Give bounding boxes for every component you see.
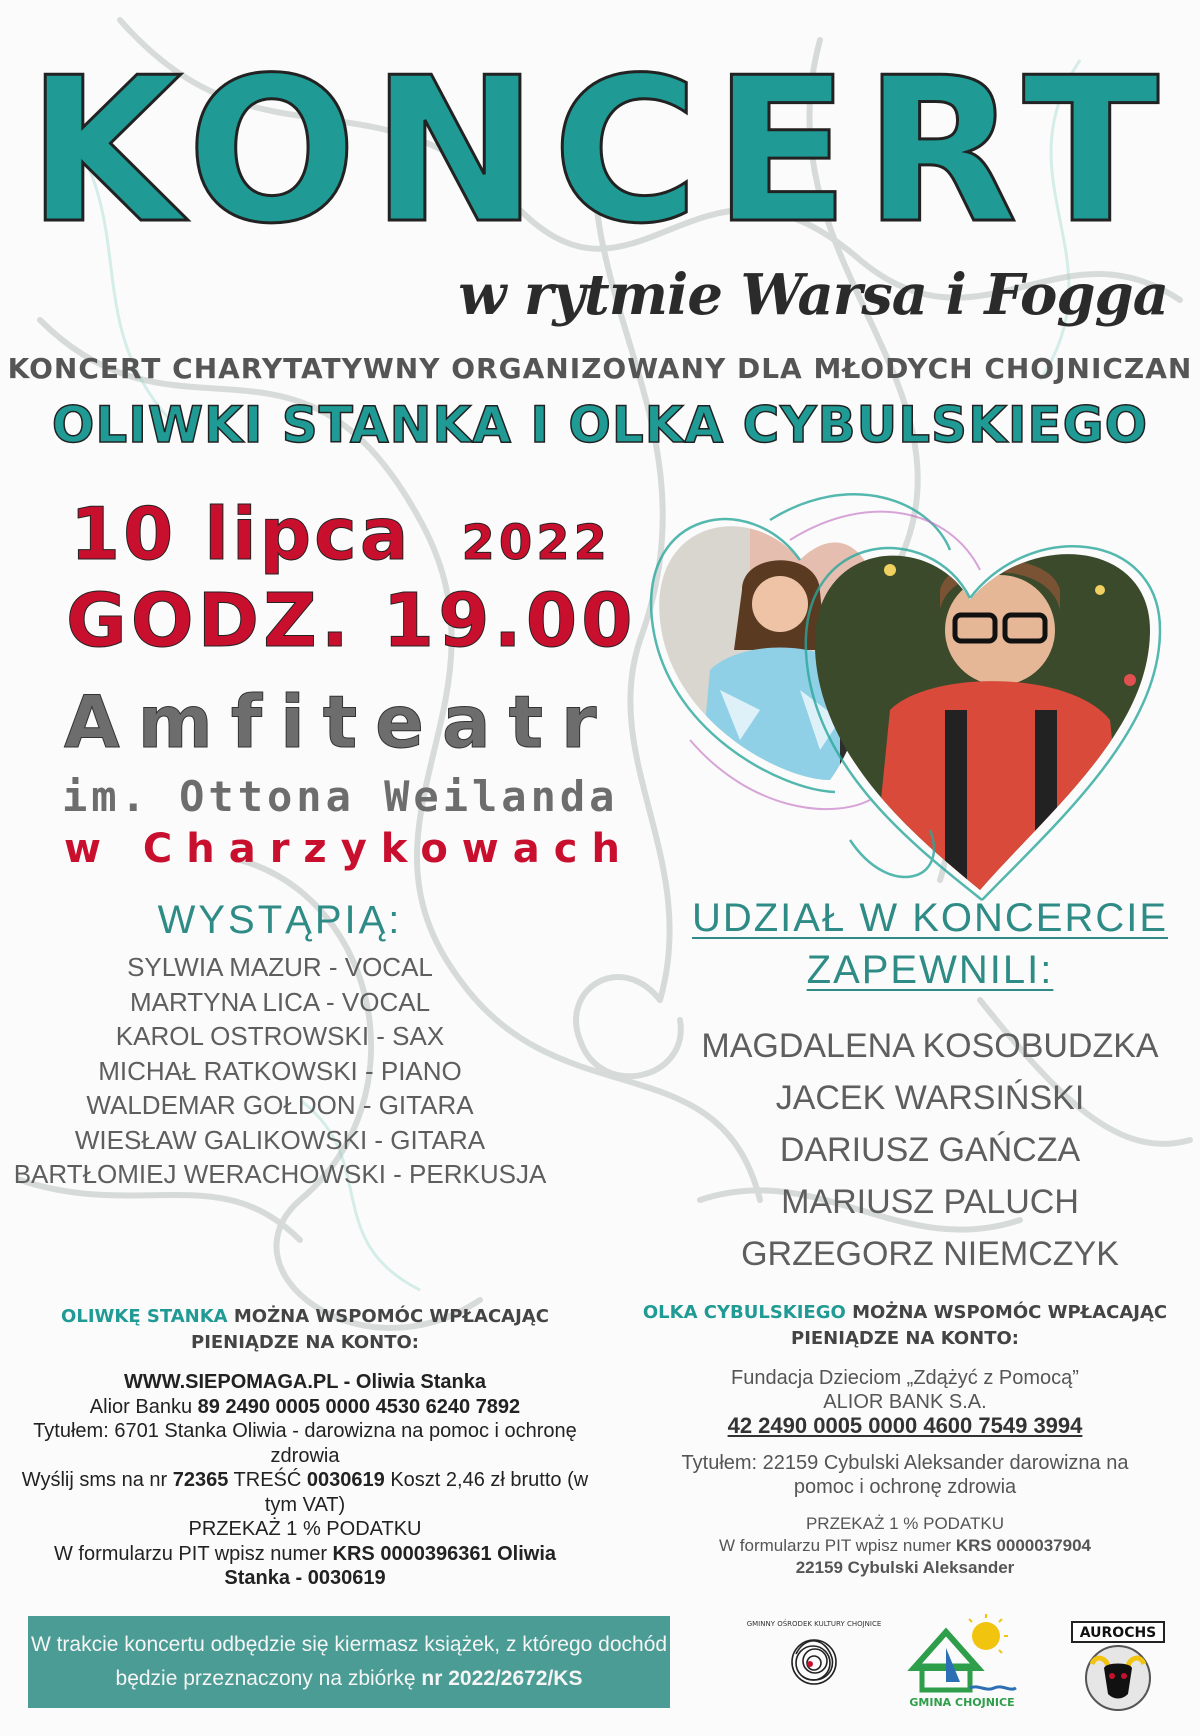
gok-chojnice-logo [746, 1614, 882, 1710]
event-hour: GODZ. 19.00 [66, 578, 637, 664]
aleksander-tax: PRZEKAŻ 1 % PODATKU [805, 1514, 1005, 1533]
performer-item: MICHAŁ RATKOWSKI - PIANO [98, 1055, 462, 1086]
participant-item: MARIUSZ PALUCH [781, 1183, 1079, 1221]
performer-item: KAROL OSTROWSKI - SAX [115, 1021, 445, 1051]
charity-line: KONCERT CHARYTATYWNY ORGANIZOWANY DLA MŁODYCH CHOJNICZAN [7, 352, 1193, 385]
participants-list [670, 1020, 1190, 1280]
participants-heading-line2: ZAPEWNILI: [806, 948, 1054, 992]
aleksander-title: Tytułem: 22159 Cybulski Aleksander darowizna na pomoc i ochronę zdrowia [681, 1452, 1129, 1498]
poster-subtitle: w rytmie Warsa i Fogga [458, 262, 1168, 328]
performer-item: WALDEMAR GOŁDON - GITARA [86, 1090, 474, 1120]
venue-patron: im. Ottona Weilanda [62, 772, 619, 821]
date-year: 2022 [461, 515, 612, 571]
aleksander-foundation: Fundacja Dzieciom „Zdążyć z Pomocą” [731, 1367, 1079, 1389]
participant-item: DARIUSZ GAŃCZA [779, 1131, 1081, 1169]
participants-heading [670, 892, 1190, 996]
oliwia-pit: W formularzu PIT wpisz numer [53, 1542, 327, 1565]
performer-item: BARTŁOMIEJ WERACHOWSKI - PERKUSJA [13, 1159, 547, 1189]
performers-list [0, 950, 560, 1192]
oliwia-lead: MOŻNA WSPOMÓC WPŁACAJĄC [233, 1306, 549, 1327]
aurochs-logo [1066, 1618, 1170, 1716]
aurochs-logo-text: AUROCHS [1079, 1625, 1157, 1641]
aleksander-krs-name: 22159 Cybulski Aleksander [795, 1558, 1015, 1577]
oliwia-sms-mid: TREŚĆ [233, 1469, 302, 1491]
banner-text: W trakcie koncertu odbędzie się kiermasz książek, z którego dochód będzie przeznaczony na zbiórkę [30, 1633, 668, 1690]
participant-item: MAGDALENA KOSOBUDZKA [701, 1027, 1159, 1065]
gmina-logo-text: GMINA CHOJNICE [909, 1696, 1015, 1709]
event-date [70, 492, 611, 576]
participant-item: GRZEGORZ NIEMCZYK [741, 1235, 1119, 1273]
oliwia-sms-cost: Koszt 2,46 zł brutto (w tym VAT) [264, 1469, 589, 1516]
performer-item: WIESŁAW GALIKOWSKI - GITARA [74, 1124, 486, 1155]
performer-item: SYLWIA MAZUR - VOCAL [127, 952, 433, 982]
participant-item: JACEK WARSIŃSKI [775, 1079, 1085, 1117]
aleksander-name: OLKA CYBULSKIEGO [642, 1302, 846, 1323]
oliwia-krs: KRS 0000396361 Oliwia Stanka - 0030619 [224, 1542, 557, 1589]
venue-place: w Charzykowach [64, 826, 634, 872]
aleksander-lead2: PIENIĄDZE NA KONTO: [791, 1328, 1019, 1349]
beneficiaries-names: OLIWKI STANKA I OLKA CYBULSKIEGO [51, 396, 1149, 454]
aleksander-bank: ALIOR BANK S.A. [823, 1391, 987, 1413]
performers-heading: WYSTĄPIĄ: [157, 898, 403, 942]
book-fair-banner [28, 1616, 670, 1708]
oliwia-site: WWW.SIEPOMAGA.PL - Oliwia Stanka [124, 1371, 486, 1393]
aleksander-pit: W formularzu PIT wpisz numer [719, 1536, 952, 1555]
oliwia-sms-code: 0030619 [306, 1469, 385, 1491]
oliwia-tax: PRZEKAŻ 1 % PODATKU [188, 1518, 422, 1540]
aleksander-krs: KRS 0000037904 [955, 1536, 1091, 1555]
oliwia-account: 89 2490 0005 0000 4530 6240 7892 [197, 1395, 521, 1418]
oliwia-sms-prefix: Wyślij sms na nr [21, 1469, 168, 1491]
oliwia-donation-info [20, 1304, 590, 1591]
gmina-chojnice-logo [906, 1608, 1018, 1712]
oliwia-sms-number: 72365 [172, 1469, 229, 1491]
poster-title: KONCERT [26, 35, 1174, 268]
aleksander-lead: MOŻNA WSPOMÓC WPŁACAJĄC [852, 1302, 1168, 1323]
date-day: 10 lipca [70, 492, 412, 576]
oliwia-lead2: PIENIĄDZE NA KONTO: [191, 1332, 419, 1353]
venue-name: Amfiteatr [64, 680, 615, 764]
oliwia-title: Tytułem: 6701 Stanka Oliwia - darowizna na pomoc i ochronę zdrowia [33, 1420, 577, 1467]
gok-logo-text: GMINNY OŚRODEK KULTURY CHOJNICE [746, 1620, 882, 1628]
participants-heading-line1: UDZIAŁ W KONCERCIE [691, 896, 1169, 940]
children-photo-heart [630, 480, 1170, 900]
performer-item: MARTYNA LICA - VOCAL [129, 986, 431, 1017]
aleksander-account: 42 2490 0005 0000 4600 7549 3994 [727, 1413, 1083, 1438]
oliwia-name: OLIWKĘ STANKA [61, 1306, 228, 1327]
oliwia-bank: Alior Banku [89, 1395, 193, 1418]
aleksander-donation-info [630, 1300, 1180, 1579]
banner-number: nr 2022/2672/KS [421, 1667, 583, 1690]
